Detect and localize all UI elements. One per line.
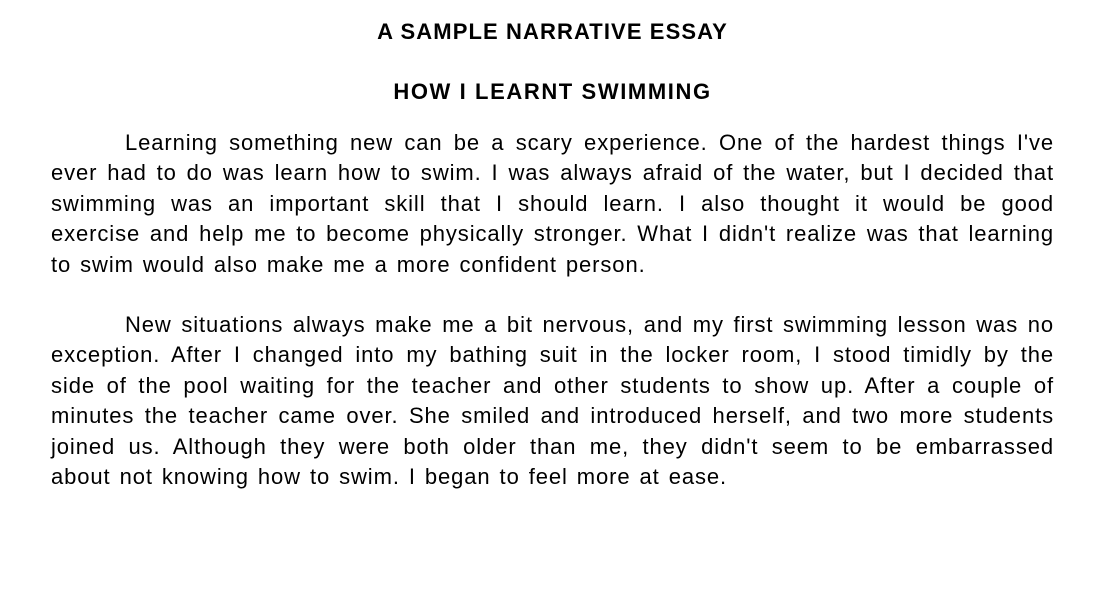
paragraph-2: New situations always make me a bit nervous, and my first swimming lesson was no exception. After I changed into my bathing suit in the locker room, I stood timidly by the side of the pool waiting for the teacher and other students to show up. After a couple of minutes the teacher came over. She smiled and introduced herself, and two more students joined us. Although they were both older than me, they didn't seem to be embarrassed about not knowing how to swim. I began to feel more at ease. bbox=[51, 312, 1054, 490]
paragraph-1: Learning something new can be a scary experience. One of the hardest things I've ever had to do was learn how to swim. I was always afraid of the water, but I decided that swimming was an important skill that I should learn. I also thought it would be good exercise and help me to become physically stronger. What I didn't realize was that learning to swim would also make me a more confident person. bbox=[51, 130, 1054, 277]
essay-title: HOW I LEARNT SWIMMING bbox=[393, 79, 712, 104]
document-title: A SAMPLE NARRATIVE ESSAY bbox=[377, 19, 728, 44]
